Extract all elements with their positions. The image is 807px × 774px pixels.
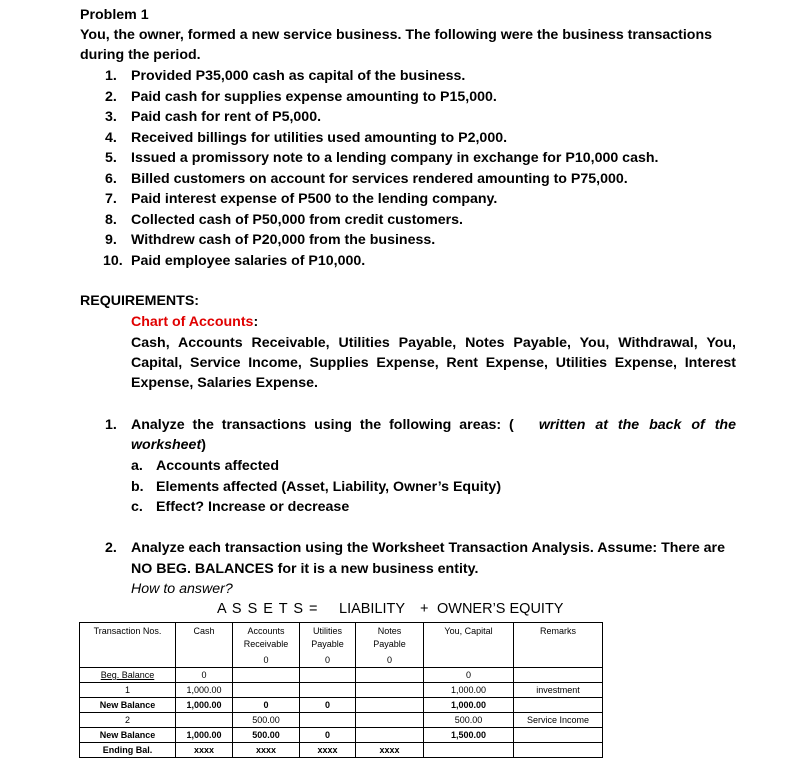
worksheet-cell: 0: [356, 653, 424, 668]
worksheet-row: [80, 683, 603, 698]
header-line2: Payable: [373, 639, 406, 649]
transaction-text: Billed customers on account for services rendered amounting to P75,000.: [131, 170, 628, 187]
transaction-number: 4.: [105, 129, 117, 146]
worksheet-cell: 0: [424, 668, 514, 683]
worksheet-table: [79, 622, 603, 758]
req1-number: 1.: [105, 417, 117, 433]
req1-text-a: Analyze the transactions using the following areas: (: [131, 417, 514, 433]
equation-assets: A S S E T S =: [217, 601, 319, 617]
req1-item-letter: c.: [131, 499, 143, 515]
req1-item-letter: a.: [131, 458, 143, 474]
worksheet-cell: 0: [300, 698, 356, 713]
chart-of-accounts-label: [131, 314, 258, 331]
header-line1: Utilities: [312, 626, 342, 636]
worksheet-row: [80, 653, 603, 668]
header-line2: Receivable: [243, 639, 289, 649]
transaction-number: 8.: [105, 211, 117, 228]
req1-item-text: Elements affected (Asset, Liability, Owner’s Equity): [156, 478, 502, 495]
transaction-text: Paid interest expense of P500 to the lending company.: [131, 191, 498, 207]
worksheet-cell: 1,000.00: [424, 683, 514, 698]
worksheet-row: [80, 668, 603, 683]
worksheet-cell: 0: [300, 728, 356, 743]
req1-close-paren: ): [201, 437, 206, 453]
transaction-number: 1.: [105, 68, 117, 84]
req1-item-text: Accounts affected: [156, 458, 279, 474]
worksheet-cell: 0: [300, 653, 356, 668]
worksheet-cell: 1,000.00: [176, 683, 233, 698]
worksheet-cell: [356, 668, 424, 683]
transaction-text: Provided P35,000 cash as capital of the business.: [131, 68, 466, 84]
chart-colon: :: [253, 314, 259, 330]
chart-of-accounts-line3: Expense, Salaries Expense.: [131, 375, 318, 391]
req2-number: 2.: [105, 540, 117, 556]
req2-line3: How to answer?: [131, 581, 233, 597]
chart-of-accounts-title: Chart of Accounts: [131, 314, 254, 330]
worksheet-cell: xxxx: [233, 743, 300, 758]
transaction-text: Withdrew cash of P20,000 from the business.: [131, 232, 436, 248]
header-line1: Cash: [193, 626, 215, 636]
worksheet-cell: [356, 683, 424, 698]
transaction-number: 2.: [105, 88, 117, 105]
worksheet-row: [80, 698, 603, 713]
equation-owners-equity: OWNER’S EQUITY: [437, 601, 564, 617]
req1-line2: [131, 437, 206, 454]
worksheet-cell: Ending Bal.: [80, 743, 176, 758]
worksheet-cell: 1,000.00: [176, 698, 233, 713]
header-line1: You, Capital: [444, 626, 493, 636]
transaction-text: Paid employee salaries of P10,000.: [131, 252, 366, 269]
transaction-number: 3.: [105, 109, 117, 125]
worksheet-cell: investment: [514, 683, 603, 698]
header-line1: Notes: [377, 626, 402, 636]
worksheet-cell: [514, 728, 603, 743]
worksheet-header-cell: [176, 623, 233, 654]
worksheet-cell: xxxx: [176, 743, 233, 758]
worksheet-header-cell: [514, 623, 603, 654]
worksheet-cell: [424, 653, 514, 668]
worksheet-cell: [300, 683, 356, 698]
equation-liability: LIABILITY: [339, 601, 406, 617]
transaction-number: 5.: [105, 150, 117, 166]
worksheet-cell: Beg. Balance: [80, 668, 176, 683]
equation-plus: +: [420, 601, 429, 617]
worksheet-cell: [300, 713, 356, 728]
worksheet-cell: 0: [233, 698, 300, 713]
worksheet-cell: [233, 668, 300, 683]
worksheet-cell: [356, 728, 424, 743]
worksheet-cell: [80, 653, 176, 668]
worksheet-cell: 500.00: [424, 713, 514, 728]
worksheet-cell: 2: [80, 713, 176, 728]
worksheet-cell: 500.00: [233, 713, 300, 728]
worksheet-cell: 500.00: [233, 728, 300, 743]
transaction-number: 6.: [105, 170, 117, 187]
worksheet-cell: 0: [233, 653, 300, 668]
worksheet-cell: xxxx: [300, 743, 356, 758]
problem-intro-line1: You, the owner, formed a new service business. The following were the business transactions: [80, 27, 713, 43]
worksheet-header-cell: [80, 623, 176, 654]
worksheet-cell: New Balance: [80, 728, 176, 743]
worksheet-cell: [514, 698, 603, 713]
transaction-number: 9.: [105, 232, 117, 248]
chart-of-accounts-line1: Cash, Accounts Receivable, Utilities Payable, Notes Payable, You, Withdrawal, You,: [131, 335, 736, 351]
worksheet-cell: [233, 683, 300, 698]
req1-line1: [131, 417, 736, 434]
transaction-text: Paid cash for supplies expense amounting to P15,000.: [131, 88, 497, 105]
worksheet-header-cell: [233, 623, 300, 654]
req1-item-letter: b.: [131, 478, 144, 495]
problem-title: Problem 1: [80, 7, 149, 23]
worksheet-cell: [356, 698, 424, 713]
problem-intro-line2: during the period.: [80, 47, 201, 63]
transaction-text: Paid cash for rent of P5,000.: [131, 109, 322, 125]
header-line1: Transaction Nos.: [93, 626, 162, 636]
transaction-text: Received billings for utilities used amounting to P2,000.: [131, 129, 508, 146]
worksheet-cell: [176, 713, 233, 728]
transaction-number: 10.: [103, 252, 123, 269]
worksheet-cell: 0: [176, 668, 233, 683]
header-line1: Accounts: [247, 626, 285, 636]
transaction-text: Issued a promissory note to a lending company in exchange for P10,000 cash.: [131, 150, 659, 166]
worksheet-cell: [424, 743, 514, 758]
worksheet-cell: 1,000.00: [176, 728, 233, 743]
worksheet-cell: [514, 668, 603, 683]
worksheet-row: [80, 743, 603, 758]
req2-line1: Analyze each transaction using the Worksheet Transaction Analysis. Assume: There are: [131, 540, 725, 556]
worksheet-cell: [300, 668, 356, 683]
worksheet-cell: [176, 653, 233, 668]
transaction-text: Collected cash of P50,000 from credit customers.: [131, 211, 463, 228]
req1-item-text: Effect? Increase or decrease: [156, 499, 350, 515]
worksheet-cell: [356, 713, 424, 728]
req2-line2: NO BEG. BALANCES for it is a new business entity.: [131, 561, 479, 577]
req1-text-b: written at the back of the: [538, 417, 736, 433]
transaction-number: 7.: [105, 191, 117, 207]
worksheet-header-cell: [300, 623, 356, 654]
header-line1: Remarks: [539, 626, 576, 636]
worksheet-header-row: [80, 623, 603, 654]
worksheet-row: [80, 713, 603, 728]
worksheet-header-cell: [424, 623, 514, 654]
req1-worksheet: worksheet: [131, 437, 202, 453]
worksheet-cell: Service Income: [514, 713, 603, 728]
chart-of-accounts-line2: Capital, Service Income, Supplies Expense, Rent Expense, Utilities Expense, Interest: [131, 355, 736, 371]
worksheet-cell: 1: [80, 683, 176, 698]
worksheet-cell: 1,000.00: [424, 698, 514, 713]
worksheet-cell: New Balance: [80, 698, 176, 713]
worksheet-cell: [514, 743, 603, 758]
worksheet-cell: xxxx: [356, 743, 424, 758]
requirements-heading: REQUIREMENTS:: [80, 293, 200, 309]
worksheet-cell: 1,500.00: [424, 728, 514, 743]
header-line2: Payable: [311, 639, 344, 649]
worksheet-cell: [514, 653, 603, 668]
worksheet-row: [80, 728, 603, 743]
worksheet-header-cell: [356, 623, 424, 654]
